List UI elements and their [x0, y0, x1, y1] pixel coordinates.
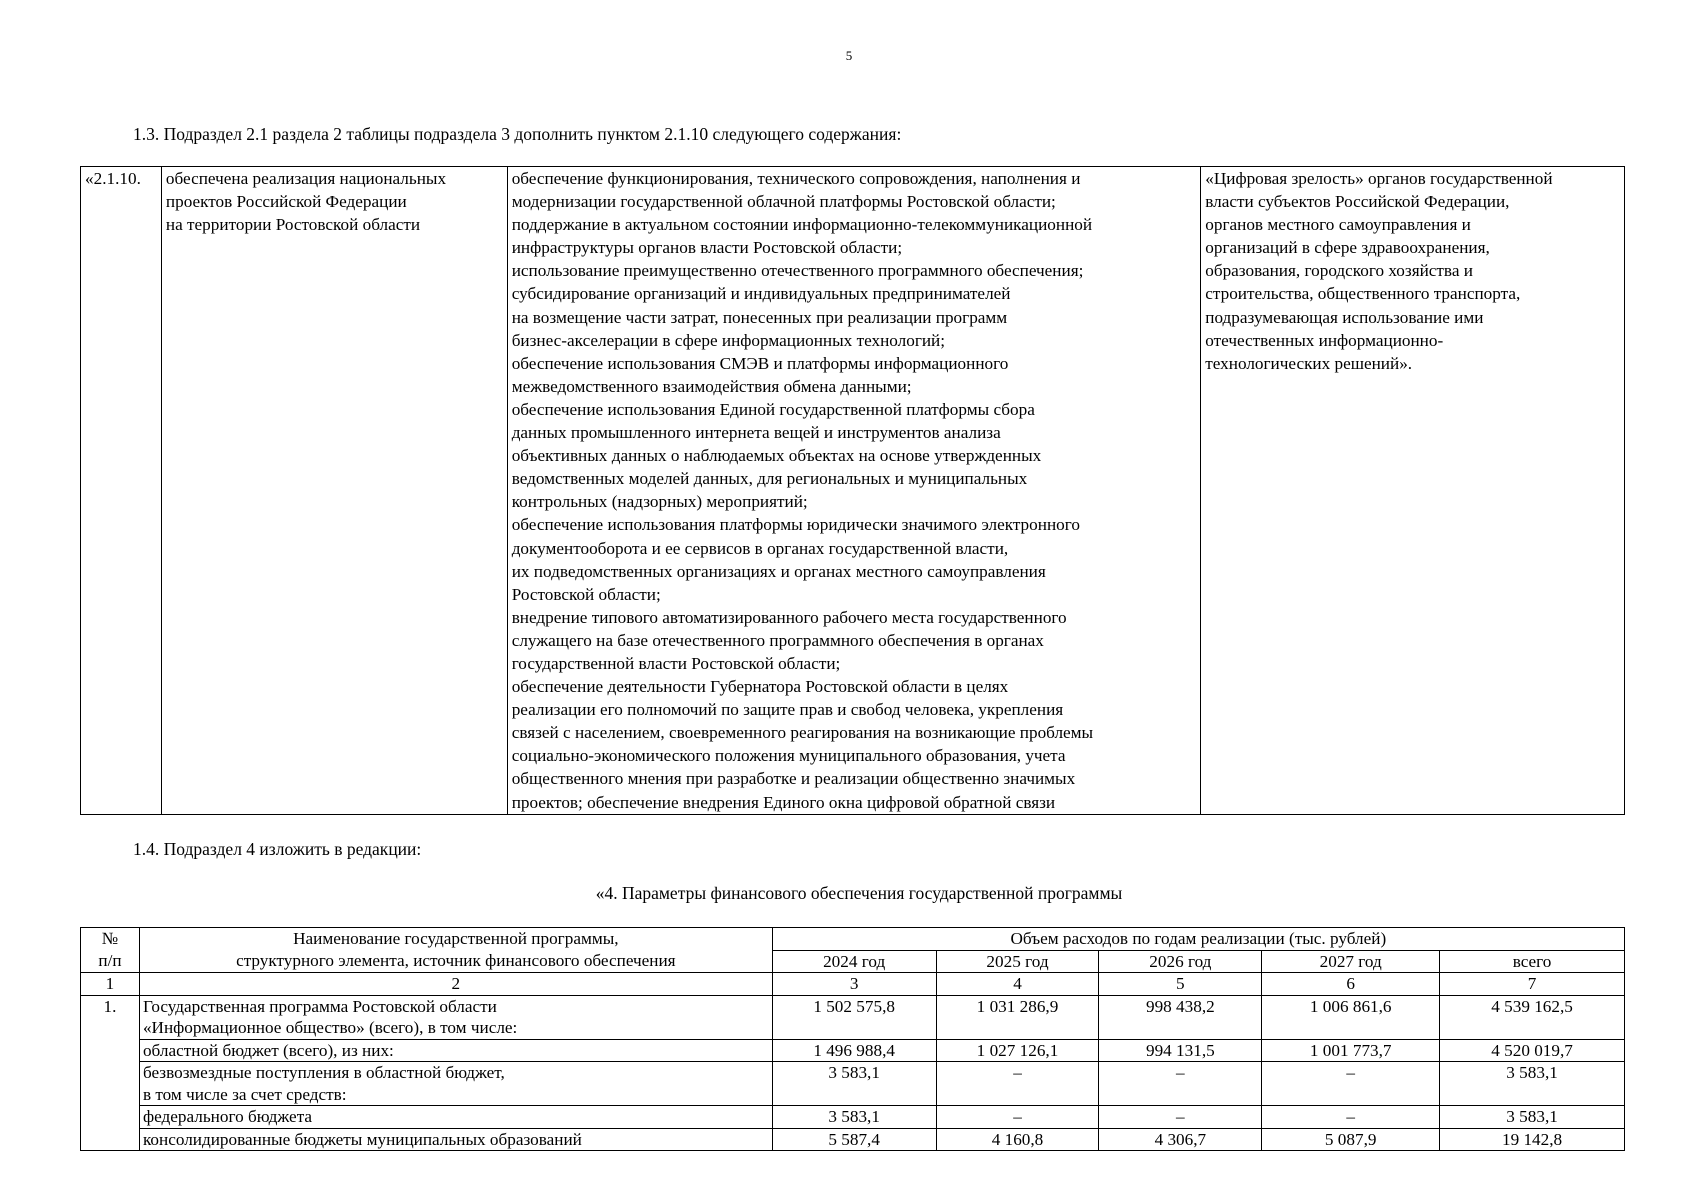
measures-line: использование преимущественно отечественного программного обеспечения; — [511, 261, 1084, 281]
indicator-cell — [1201, 167, 1625, 815]
section-title: «4. Параметры финансового обеспечения государственной программы — [595, 883, 1123, 903]
measures-line: бизнес-акселерации в сфере информационных технологий; — [511, 330, 946, 350]
header-volume: Объем расходов по годам реализации (тыс. рублей) — [772, 928, 1624, 951]
column-number: 6 — [1262, 973, 1440, 996]
measures-line: поддержание в актуальном состоянии информационно-телекоммуникационной — [511, 215, 1093, 235]
measures-line: контрольных (надзорных) мероприятий; — [511, 492, 808, 512]
value-2026: 994 131,5 — [1099, 1039, 1262, 1062]
paragraph-1-3: 1.3. Подраздел 2.1 раздела 2 таблицы подраздела 3 дополнить пунктом 2.1.10 следующего содержания: — [133, 124, 902, 144]
task-line: проектов Российской Федерации — [165, 192, 407, 212]
table-row — [81, 995, 1625, 1039]
measures-line: связей с населением, своевременного реагирования на возникающие проблемы — [511, 723, 1094, 743]
column-number: 1 — [81, 973, 140, 996]
table-row — [81, 1106, 1625, 1129]
row-name: федерального бюджета — [139, 1106, 772, 1129]
row-name-line: в том числе за счет средств: — [142, 1084, 347, 1104]
row-name — [139, 995, 772, 1039]
header-year: 2025 год — [936, 950, 1099, 973]
header-total: всего — [1440, 950, 1625, 973]
value-total: 3 583,1 — [1440, 1062, 1625, 1106]
page-number: 5 — [845, 48, 853, 63]
value-2025: 1 031 286,9 — [936, 995, 1099, 1039]
value-2027: – — [1262, 1062, 1440, 1106]
column-number: 3 — [772, 973, 936, 996]
measures-line: документооборота и ее сервисов в органах государственной власти, — [511, 538, 1009, 558]
value-2025: 4 160,8 — [936, 1128, 1099, 1151]
indicator-line: «Цифровая зрелость» органов государственной — [1205, 169, 1553, 188]
value-2026: 998 438,2 — [1099, 995, 1262, 1039]
value-2025: – — [936, 1062, 1099, 1106]
task-line: обеспечена реализация национальных — [165, 169, 447, 188]
measures-line: субсидирование организаций и индивидуальных предпринимателей — [511, 284, 1011, 304]
measures-line: социально-экономического положения муниципального образования, учета — [511, 746, 1066, 766]
value-2027: 1 006 861,6 — [1262, 995, 1440, 1039]
indicator-line: образования, городского хозяйства и — [1205, 261, 1473, 281]
item-number-cell: «2.1.10. — [81, 167, 162, 815]
measures-line: Ростовской области; — [511, 584, 661, 604]
measures-line: проектов; обеспечение внедрения Единого окна цифровой обратной связи — [511, 792, 1056, 812]
paragraph-1-4: 1.4. Подраздел 4 изложить в редакции: — [133, 839, 422, 859]
measures-line: их подведомственных организациях и органах местного самоуправления — [511, 561, 1046, 581]
column-number: 2 — [139, 973, 772, 996]
value-2027: 5 087,9 — [1262, 1128, 1440, 1151]
measures-line: обеспечение использования платформы юридически значимого электронного — [511, 515, 1080, 535]
measures-line: объективных данных о наблюдаемых объектах на основе утвержденных — [511, 446, 1042, 466]
column-number: 5 — [1099, 973, 1262, 996]
value-2027: 1 001 773,7 — [1262, 1039, 1440, 1062]
table-subsection-2-1 — [80, 166, 1625, 815]
task-line: на территории Ростовской области — [165, 215, 421, 235]
measures-line: обеспечение функционирования, технического сопровождения, наполнения и — [511, 169, 1081, 188]
value-2024: 1 496 988,4 — [772, 1039, 936, 1062]
measures-line: обеспечение использования СМЭВ и платформы информационного — [511, 353, 1009, 373]
value-2026: – — [1099, 1106, 1262, 1129]
value-2025: – — [936, 1106, 1099, 1129]
measures-line: государственной власти Ростовской области; — [511, 653, 841, 673]
row-name — [139, 1062, 772, 1106]
header-year: 2024 год — [772, 950, 936, 973]
table-row — [81, 1062, 1625, 1106]
table-row — [81, 1128, 1625, 1151]
measures-line: межведомственного взаимодействия обмена данными; — [511, 376, 912, 396]
header-year: 2026 год — [1099, 950, 1262, 973]
indicator-line: организаций в сфере здравоохранения, — [1205, 238, 1490, 258]
value-total: 19 142,8 — [1440, 1128, 1625, 1151]
measures-line: общественного мнения при разработке и реализации общественно значимых — [511, 769, 1076, 789]
value-2026: – — [1099, 1062, 1262, 1106]
value-2024: 1 502 575,8 — [772, 995, 936, 1039]
measures-line: инфраструктуры органов власти Ростовской области; — [511, 238, 903, 258]
value-total: 4 520 019,7 — [1440, 1039, 1625, 1062]
value-2024: 3 583,1 — [772, 1062, 936, 1106]
table-header-row — [81, 928, 1625, 951]
row-number: 1. — [81, 995, 140, 1151]
row-name-line: «Информационное общество» (всего), в том числе: — [142, 1018, 518, 1037]
row-name: консолидированные бюджеты муниципальных образований — [139, 1128, 772, 1151]
value-total: 4 539 162,5 — [1440, 995, 1625, 1039]
value-2026: 4 306,7 — [1099, 1128, 1262, 1151]
measures-line: обеспечение использования Единой государственной платформы сбора — [511, 399, 1035, 419]
indicator-line: строительства, общественного транспорта, — [1205, 284, 1521, 304]
measures-line: реализации его полномочий по защите прав и свобод человека, укрепления — [511, 700, 1064, 720]
header-name-line: Наименование государственной программы, — [293, 929, 619, 948]
indicator-line: подразумевающая использование ими — [1205, 307, 1484, 327]
column-number: 4 — [936, 973, 1099, 996]
measures-cell — [507, 167, 1201, 815]
indicator-line: органов местного самоуправления и — [1205, 215, 1471, 235]
header-pp: п/п — [98, 950, 122, 970]
measures-line: ведомственных моделей данных, для региональных и муниципальных — [511, 469, 1028, 489]
column-numbers-row — [81, 973, 1625, 996]
value-total: 3 583,1 — [1440, 1106, 1625, 1129]
header-no: № — [101, 929, 119, 948]
header-name-line: структурного элемента, источник финансового обеспечения — [236, 950, 676, 970]
indicator-line: технологических решений». — [1205, 353, 1413, 373]
indicator-line: власти субъектов Российской Федерации, — [1205, 192, 1510, 212]
column-number: 7 — [1440, 973, 1625, 996]
measures-line: обеспечение деятельности Губернатора Ростовской области в целях — [511, 677, 1009, 697]
task-cell — [161, 167, 507, 815]
header-name-cell — [139, 928, 772, 973]
measures-line: служащего на базе отечественного программного обеспечения в органах — [511, 630, 1044, 650]
row-name-line: безвозмездные поступления в областной бюджет, — [142, 1063, 505, 1082]
measures-line: данных промышленного интернета вещей и инструментов анализа — [511, 423, 1001, 443]
measures-line: модернизации государственной облачной платформы Ростовской области; — [511, 192, 1056, 212]
header-no-cell — [81, 928, 140, 973]
value-2025: 1 027 126,1 — [936, 1039, 1099, 1062]
value-2024: 3 583,1 — [772, 1106, 936, 1129]
header-year: 2027 год — [1262, 950, 1440, 973]
table-row — [81, 1039, 1625, 1062]
row-name-line: Государственная программа Ростовской области — [142, 996, 497, 1016]
row-name: областной бюджет (всего), из них: — [139, 1039, 772, 1062]
financing-table — [80, 927, 1625, 1151]
table-row — [81, 167, 1625, 815]
measures-line: на возмещение части затрат, понесенных при реализации программ — [511, 307, 1008, 327]
measures-line: внедрение типового автоматизированного рабочего места государственного — [511, 607, 1067, 627]
value-2027: – — [1262, 1106, 1440, 1129]
indicator-line: отечественных информационно- — [1205, 330, 1444, 350]
value-2024: 5 587,4 — [772, 1128, 936, 1151]
